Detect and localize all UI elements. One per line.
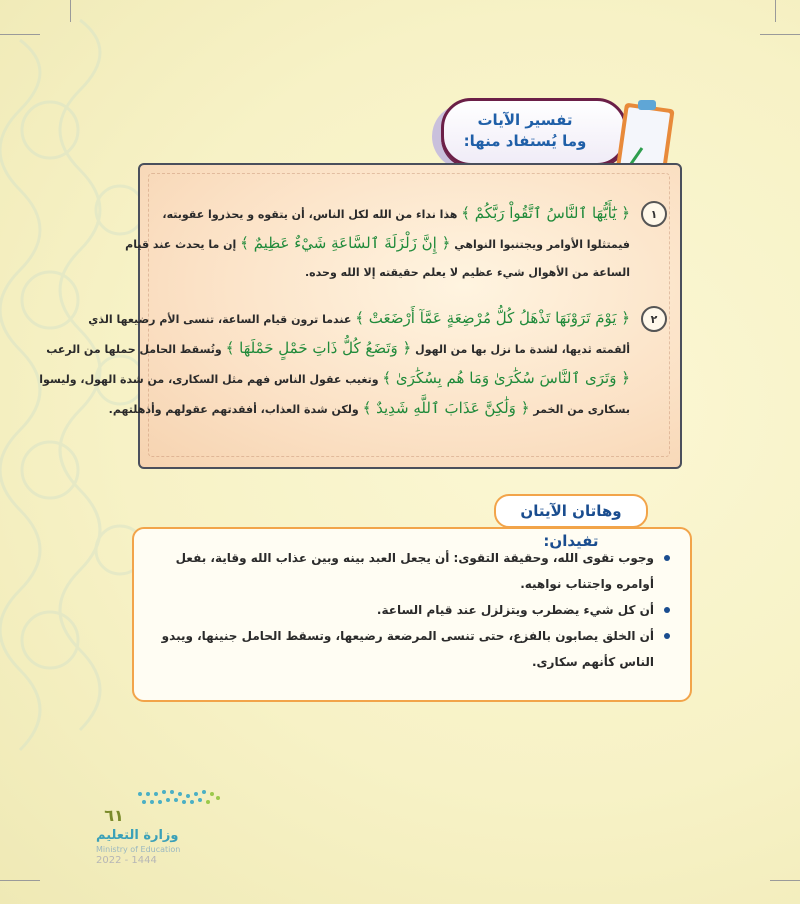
explanation-text: وتُسقط الحامل حملها من الرعب bbox=[46, 343, 226, 356]
quran-verse: ﴿ وَتَرَى ٱلنَّاسَ سُكَٰرَىٰ وَمَا هُم بِسُكَٰرَىٰ ﴾ bbox=[382, 369, 630, 387]
benefits-list bbox=[134, 545, 674, 675]
verse-explanation-1 bbox=[125, 198, 630, 288]
banner-title-line2: وما يُستفاد منها: bbox=[463, 132, 587, 150]
verse-line bbox=[39, 363, 630, 393]
crop-mark bbox=[775, 0, 776, 22]
quran-verse: ﴿ يَٰٓأَيُّهَا ٱلنَّاسُ ٱتَّقُواْ رَبَّكُمْ ﴾ bbox=[461, 204, 630, 222]
explanation-text: ولكن شدة العذاب، أفقدتهم عقولهم وأذهلتهم. bbox=[108, 403, 363, 416]
benefit-item: وجوب تقوى الله، وحقيقة التقوى: أن يجعل العبد بينه وبين عذاب الله وقاية، بفعل أوامره واجتناب نواهيه. bbox=[134, 545, 674, 597]
explanation-text: عندما ترون قيام الساعة، تنسى الأم رضيعها الذي bbox=[88, 313, 356, 326]
explanation-text: هذا نداء من الله لكل الناس، أن يتقوه و يحذروا عقوبته، bbox=[162, 208, 462, 221]
ministry-name: وزارة التعليم bbox=[96, 828, 179, 843]
verse-number: ١ bbox=[650, 207, 658, 221]
verse-line bbox=[46, 333, 630, 363]
explanation-text: ألقمته ثديها، لشدة ما نزل بها من الهول bbox=[411, 343, 630, 356]
quran-verse: ﴿ إِنَّ زَلْزَلَةَ ٱلسَّاعَةِ شَيْءٌ عَظِيمٌ ﴾ bbox=[240, 234, 451, 252]
page-number: ٦١ bbox=[104, 806, 124, 825]
verse-number: ٢ bbox=[650, 312, 658, 326]
verse-line bbox=[108, 393, 630, 423]
quran-verse: ﴿ وَلَٰكِنَّ عَذَابَ ٱللَّهِ شَدِيدٌ ﴾ bbox=[362, 399, 530, 417]
explanation-text: بسكارى من الخمر bbox=[529, 403, 630, 416]
crop-mark bbox=[0, 880, 40, 881]
verse-line bbox=[150, 198, 630, 228]
explanation-text: الساعة من الأهوال شيء عظيم لا يعلم حقيقته إلا الله وحده. bbox=[304, 266, 630, 279]
banner-title bbox=[440, 110, 610, 152]
quran-verse: ﴿ يَوْمَ تَرَوْنَهَا تَذْهَلُ كُلُّ مُرْضِعَةٍ عَمَّآ أَرْضَعَتْ ﴾ bbox=[355, 309, 630, 327]
banner-title-line1: تفسير الآيات bbox=[477, 111, 573, 129]
explanation-text: وتغيب عقول الناس فهم مثل السكارى، من شدة الهول، وليسوا bbox=[39, 373, 383, 386]
crop-mark bbox=[770, 880, 800, 881]
verse-line bbox=[150, 258, 630, 288]
ministry-logo-icon bbox=[130, 784, 230, 814]
explanation-text: إن ما يحدث عند قيام bbox=[125, 238, 241, 251]
verse-number-badge bbox=[641, 306, 667, 332]
verse-line bbox=[88, 303, 630, 333]
edition-year: 2022 - 1444 bbox=[96, 855, 157, 866]
crop-mark bbox=[0, 34, 40, 35]
explanation-text: فيمتثلوا الأوامر ويجتنبوا النواهي bbox=[450, 238, 630, 251]
quran-verse: ﴿ وَتَضَعُ كُلُّ ذَاتِ حَمْلٍ حَمْلَهَا ﴾ bbox=[225, 339, 412, 357]
verse-number-badge bbox=[641, 201, 667, 227]
benefit-item: أن الخلق يصابون بالفزع، حتى تنسى المرضعة رضيعها، وتسقط الحامل جنينها، ويبدو الناس كأنهم سكارى. bbox=[134, 623, 674, 675]
ministry-name-en: Ministry of Education bbox=[96, 845, 181, 854]
crop-mark bbox=[760, 34, 800, 35]
benefit-item: أن كل شيء يضطرب ويتزلزل عند قيام الساعة. bbox=[134, 597, 674, 623]
verse-line bbox=[125, 228, 630, 258]
benefits-title: وهاتان الآيتان تفيدان: bbox=[494, 494, 648, 528]
crop-mark bbox=[70, 0, 71, 22]
verse-explanation-2 bbox=[39, 303, 630, 423]
